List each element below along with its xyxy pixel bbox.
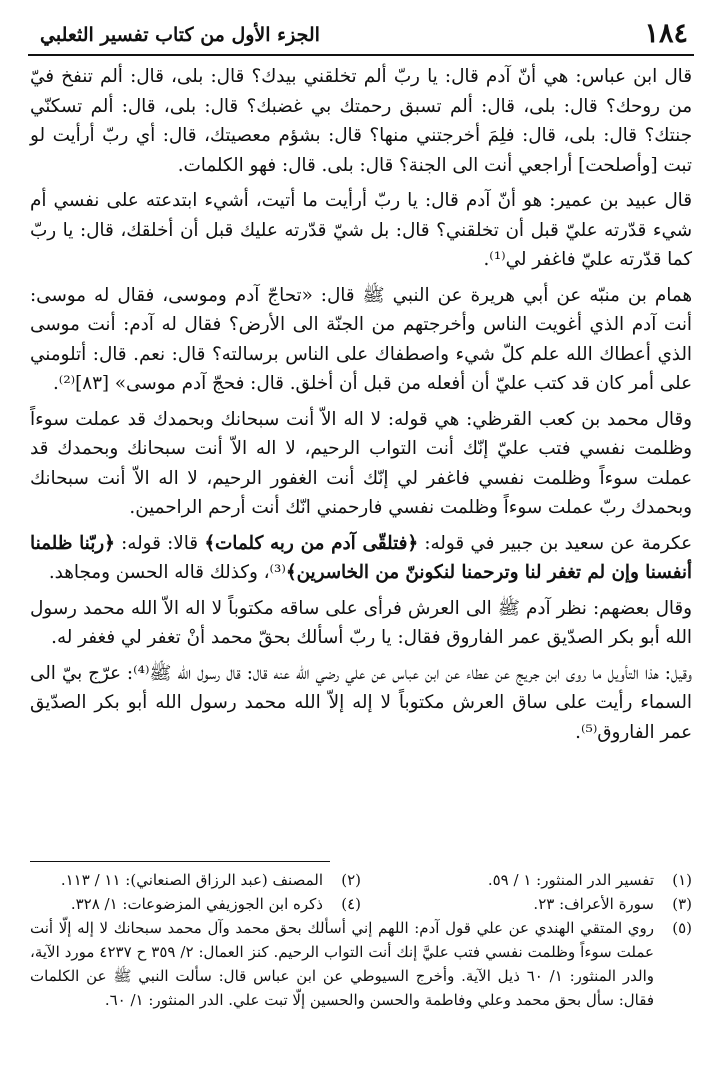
footnote-text: روي المتقي الهندي عن علي قول آدم: اللهم إني أسألك بحق محمد وآل محمد سبحانك لا إله إلّا أنت عملت سوءاً وظلمت نفسي فتب عليَّ إنك أنت التواب الرحيم. كنز العمال: ٢/ ٣٥٩ ح ٤٢٣٧ مورد الآية، والدر المنثور: ١/ ٦٠ ذيل الآية. وأخرج السيوطي عن ابن عباس قال: سألت النبي ﷺ عن الكلمات فقال: سأل بحق محمد وعلي وفاطمة والحسن والحسين إلّا تبت علي. الدر المنثور: ١/ ٦٠.	[30, 919, 655, 1009]
paragraph	[30, 281, 692, 399]
paragraph	[30, 186, 692, 275]
footnote-item	[30, 892, 361, 916]
footnote-number: (١)	[672, 871, 692, 889]
footnote-row	[30, 892, 692, 916]
paragraph	[30, 405, 692, 523]
page-header	[28, 14, 694, 56]
paragraph	[30, 594, 692, 653]
quran-quote: ﴿فتلقّى آدم من ربه كلمات﴾	[204, 532, 419, 554]
footnote-item	[361, 868, 692, 892]
paragraph-text: عكرمة عن سعيد بن جبير في قوله:	[418, 532, 693, 554]
footnote-item	[30, 868, 361, 892]
paragraph	[30, 62, 692, 180]
footnote-5	[30, 916, 692, 1012]
page-number: ١٨٤	[644, 18, 688, 49]
main-text	[30, 62, 692, 753]
footnote-text: تفسير الدر المنثور: ١ / ٥٩.	[487, 871, 654, 889]
footnote-number: (٢)	[341, 871, 361, 889]
paragraph-text: ⁽³⁾، وكذلك قاله الحسن ومجاهد.	[48, 562, 286, 583]
paragraph-text: قالا: قوله:	[114, 532, 205, 554]
paragraph	[30, 659, 692, 748]
paragraph-text: وقال محمد بن كعب القرظي: هي قوله: لا اله الاّ أنت سبحانك وبحمدك قد عملت سوءاً وظلمت نفسي فتب عليّ إنّك أنت التواب الرحيم، لا اله الاّ أنت سبحانك وبحمدك قد عملت سوءاً وظلمت نفسي فاغفر لي إنّك أنت الغفور الرحيم، لا اله الاّ أنت سبحانك وبحمدك ربّ عملت سوءاً وظلمت نفسي فارحمني انّك أنت أرحم الراحمين.	[30, 408, 692, 518]
footnote-number: (٤)	[341, 895, 361, 913]
paragraph	[30, 529, 692, 588]
quran-quote: ﴿ربّنا ظلمنا أنفسنا وإن لم تغفر لنا وترحمنا لنكوننّ من الخاسرين﴾	[30, 532, 692, 583]
footnote-text: المصنف (عبد الرزاق الصنعاني): ١١ / ١١٣.	[60, 871, 323, 889]
footnote-rows	[30, 868, 692, 916]
paragraph-text: همام بن منبّه عن أبي هريرة عن النبي ﷺ قال: «تحاجّ آدم وموسى، فقال له موسى: أنت آدم الذي أغويت الناس وأخرجتهم من الجنّة الى الأرض؟ فقال له آدم: أنت موسى الذي أعطاك الله علم كلّ شيء واصطفاك على الناس برسالته؟ قال: نعم. قال: أتلومني على أمر كان قد كتب عليّ أن أفعله من قبل أن أخلق. قال: فحجّ آدم موسى» [٨٣]⁽²⁾.	[30, 284, 692, 394]
footnote-text: ذكره ابن الجوزيفي المزضوعات: ١/ ٣٢٨.	[70, 895, 323, 913]
paragraph-text: وقيل: هذا التأويل ما روى ابن جريج عن عطاء عن ابن عباس عن علي رضي الله عنه قال: قال رسول الله ﷺ⁽⁴⁾: عرّج بيّ الى السماء رأيت على ساق العرش مكتوباً لا إله إلاّ الله محمد رسول الله أبو بكر الصدّيق عمر الفاروق⁽⁵⁾.	[30, 662, 693, 743]
footnote-row	[30, 868, 692, 892]
footnote-separator	[30, 861, 330, 862]
paragraph-text: وقال بعضهم: نظر آدم ﷺ الى العرش فرأى على ساقه مكتوباً لا اله الاّ الله محمد رسول الله أبو بكر الصدّيق عمر الفاروق فقال: يا ربّ أسألك بحقّ محمد أنْ تغفر لي فغفر له.	[30, 597, 692, 648]
footnote-number: (٥)	[672, 919, 692, 937]
footnotes	[30, 868, 692, 1012]
footnote-number: (٣)	[672, 895, 692, 913]
paragraph-text: قال ابن عباس: هي أنّ آدم قال: يا ربّ ألم تخلقني بيدك؟ قال: بلى، قال: ألم تنفخ فيّ من روحك؟ قال: بلى، قال: ألم تسبق رحمتك بي غضبك؟ قال: بلى، قال: ألم تسكنّي جنتك؟ قال: بلى، قال: فلِمَ أخرجتني منها؟ قال: بشؤم معصيتك، قال: أي ربّ أرأيت لو تبت [وأصلحت] أراجعي أنت الى الجنة؟ قال: بلى. قال: فهو الكلمات.	[30, 66, 692, 176]
paragraph-text: قال عبيد بن عمير: هو أنّ آدم قال: يا ربّ أرأيت ما أتيت، أشيء ابتدعته على نفسي أم شيء قدّرته عليّ قبل أن تخلقني؟ قال: بل شيّ قدّرته عليك قبل أن أخلقك، قال: يا ربّ كما قدّرته عليّ فاغفر لي⁽¹⁾.	[30, 190, 692, 270]
footnote-text: سورة الأعراف: ٢٣.	[533, 895, 654, 913]
footnote-item	[361, 892, 692, 916]
running-title: الجزء الأول من كتاب تفسير الثعلبي	[40, 24, 320, 46]
